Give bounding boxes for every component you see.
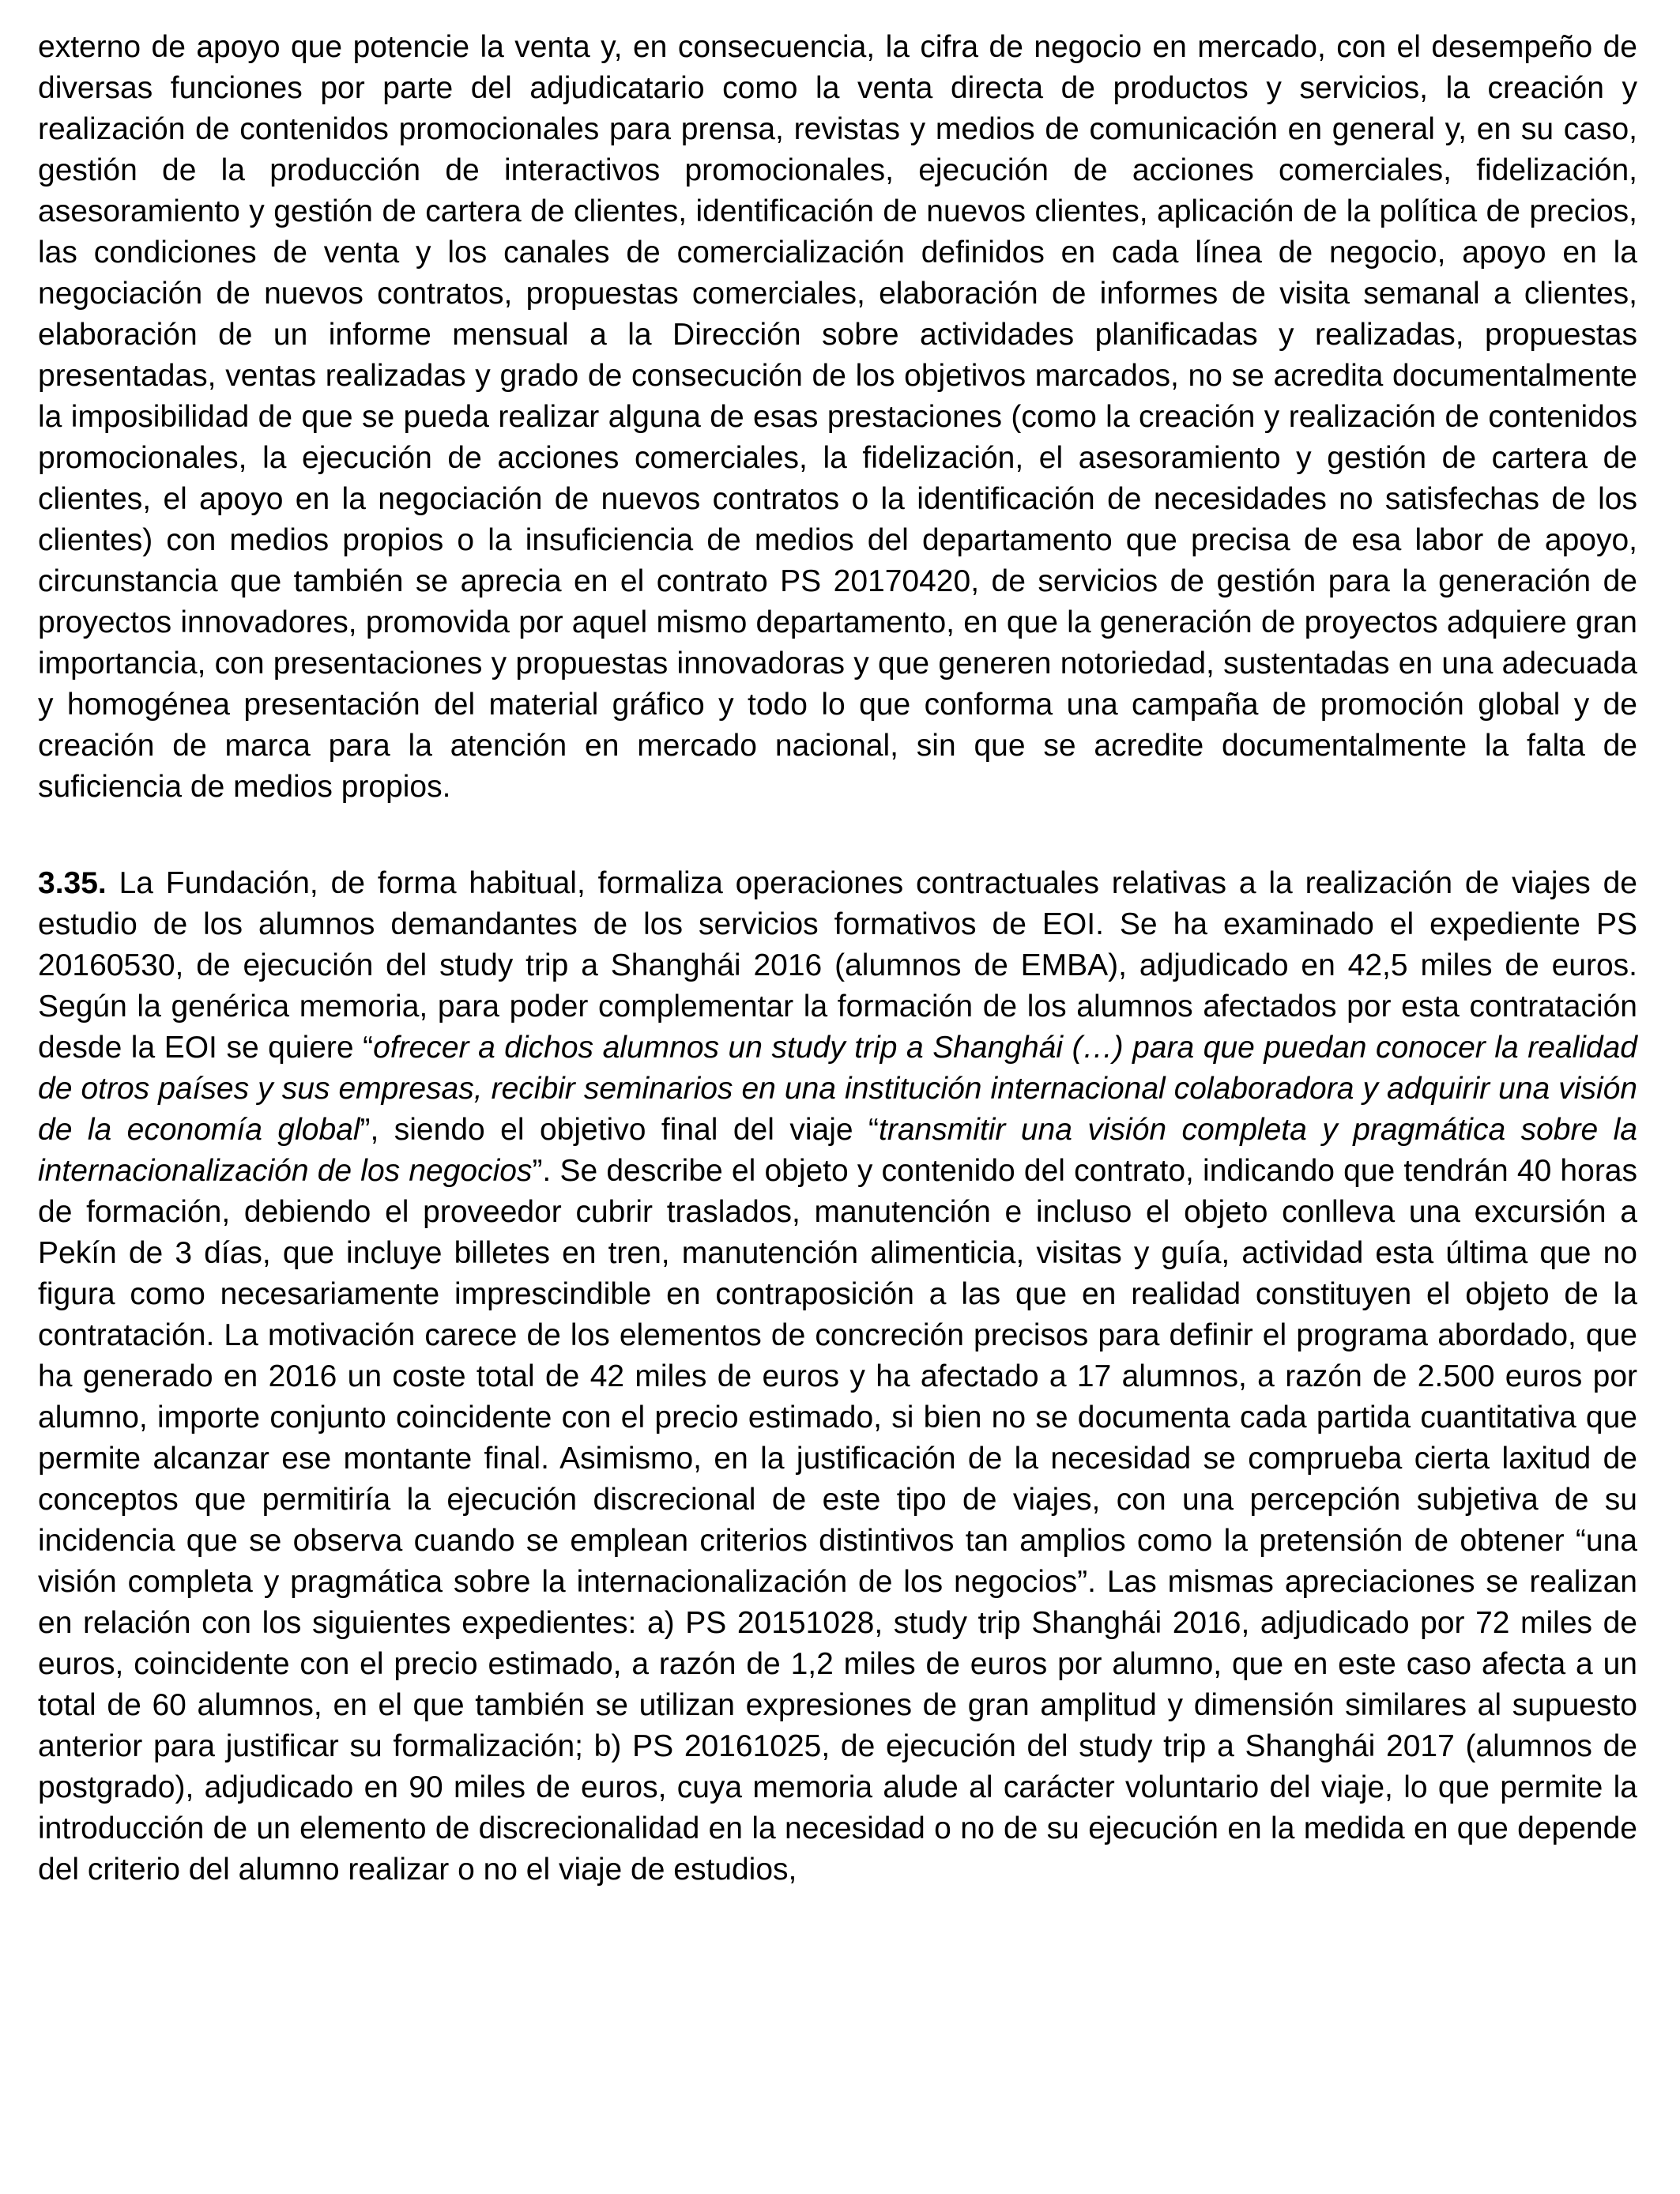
italic-quote-2: transmitir una visión completa y pragmática sobre la internacionalización de los negocios: [38, 1113, 1637, 1188]
document-page: [38, 27, 1637, 1891]
section-text-3: ”. Se describe el objeto y contenido del contrato, indicando que tendrán 40 horas de formación, debiendo el proveedor cubrir traslados, manutención e incluso el objeto conlleva una excursión a Pekín de 3 días, que incluye billetes en tren, manutención alimenticia, visitas y guía, actividad esta última que no figura como necesariamente imprescindible en contraposición a las que en realidad constituyen el objeto de la contratación. La motivación carece de los elementos de concreción precisos para definir el programa abordado, que ha generado en 2016 un coste total de 42 miles de euros y ha afectado a 17 alumnos, a razón de 2.500 euros por alumno, importe conjunto coincidente con el precio estimado, si bien no se documenta cada partida cuantitativa que permite alcanzar ese montante final. Asimismo, en la justificación de la necesidad se comprueba cierta laxitud de conceptos que permitiría la ejecución discrecional de este tipo de viajes, con una percepción subjetiva de su incidencia que se observa cuando se emplean criterios distintivos tan amplios como la pretensión de obtener “una visión completa y pragmática sobre la internacionalización de los negocios”. Las mismas apreciaciones se realizan en relación con los siguientes expedientes: a) PS 20151028, study trip Shanghái 2016, adjudicado por 72 miles de euros, coincidente con el precio estimado, a razón de 1,2 miles de euros por alumno, que en este caso afecta a un total de 60 alumnos, en el que también se utilizan expresiones de gran amplitud y dimensión similares al supuesto anterior para justificar su formalización; b) PS 20161025, de ejecución del study trip a Shanghái 2017 (alumnos de postgrado), adjudicado en 90 miles de euros, cuya memoria alude al carácter voluntario del viaje, lo que permite la introducción de un elemento de discrecionalidad en la necesidad o no de su ejecución en la medida en que depende del criterio del alumno realizar o no el viaje de estudios,: [38, 1154, 1637, 1887]
paragraph-3-35: [38, 863, 1637, 1891]
paragraph-spacer: [38, 808, 1637, 863]
section-number: 3.35.: [38, 866, 107, 900]
section-text-2: ”, siendo el objetivo final del viaje “: [360, 1113, 880, 1147]
section-text-1: La Fundación, de forma habitual, formaliza operaciones contractuales relativas a la realización de viajes de estudio de los alumnos demandantes de los servicios formativos de EOI. Se ha examinado el expediente PS 20160530, de ejecución del study trip a Shanghái 2016 (alumnos de EMBA), adjudicado en 42,5 miles de euros. Según la genérica memoria, para poder complementar la formación de los alumnos afectados por esta contratación desde la EOI se quiere “: [38, 866, 1637, 1065]
italic-quote-1: ofrecer a dichos alumnos un study trip a Shanghái (…) para que puedan conocer la realidad de otros países y sus empresas, recibir seminarios en una institución internacional colaboradora y adquirir una visión de la economía global: [38, 1031, 1637, 1147]
paragraph-continuation: externo de apoyo que potencie la venta y, en consecuencia, la cifra de negocio en mercado, con el desempeño de diversas funciones por parte del adjudicatario como la venta directa de productos y servicios, la creación y realización de contenidos promocionales para prensa, revistas y medios de comunicación en general y, en su caso, gestión de la producción de interactivos promocionales, ejecución de acciones comerciales, fidelización, asesoramiento y gestión de cartera de clientes, identificación de nuevos clientes, aplicación de la política de precios, las condiciones de venta y los canales de comercialización definidos en cada línea de negocio, apoyo en la negociación de nuevos contratos, propuestas comerciales, elaboración de informes de visita semanal a clientes, elaboración de un informe mensual a la Dirección sobre actividades planificadas y realizadas, propuestas presentadas, ventas realizadas y grado de consecución de los objetivos marcados, no se acredita documentalmente la imposibilidad de que se pueda realizar alguna de esas prestaciones (como la creación y realización de contenidos promocionales, la ejecución de acciones comerciales, la fidelización, el asesoramiento y gestión de cartera de clientes, el apoyo en la negociación de nuevos contratos o la identificación de necesidades no satisfechas de los clientes) con medios propios o la insuficiencia de medios del departamento que precisa de esa labor de apoyo, circunstancia que también se aprecia en el contrato PS 20170420, de servicios de gestión para la generación de proyectos innovadores, promovida por aquel mismo departamento, en que la generación de proyectos adquiere gran importancia, con presentaciones y propuestas innovadoras y que generen notoriedad, sustentadas en una adecuada y homogénea presentación del material gráfico y todo lo que conforma una campaña de promoción global y de creación de marca para la atención en mercado nacional, sin que se acredite documentalmente la falta de suficiencia de medios propios.: [38, 30, 1637, 804]
